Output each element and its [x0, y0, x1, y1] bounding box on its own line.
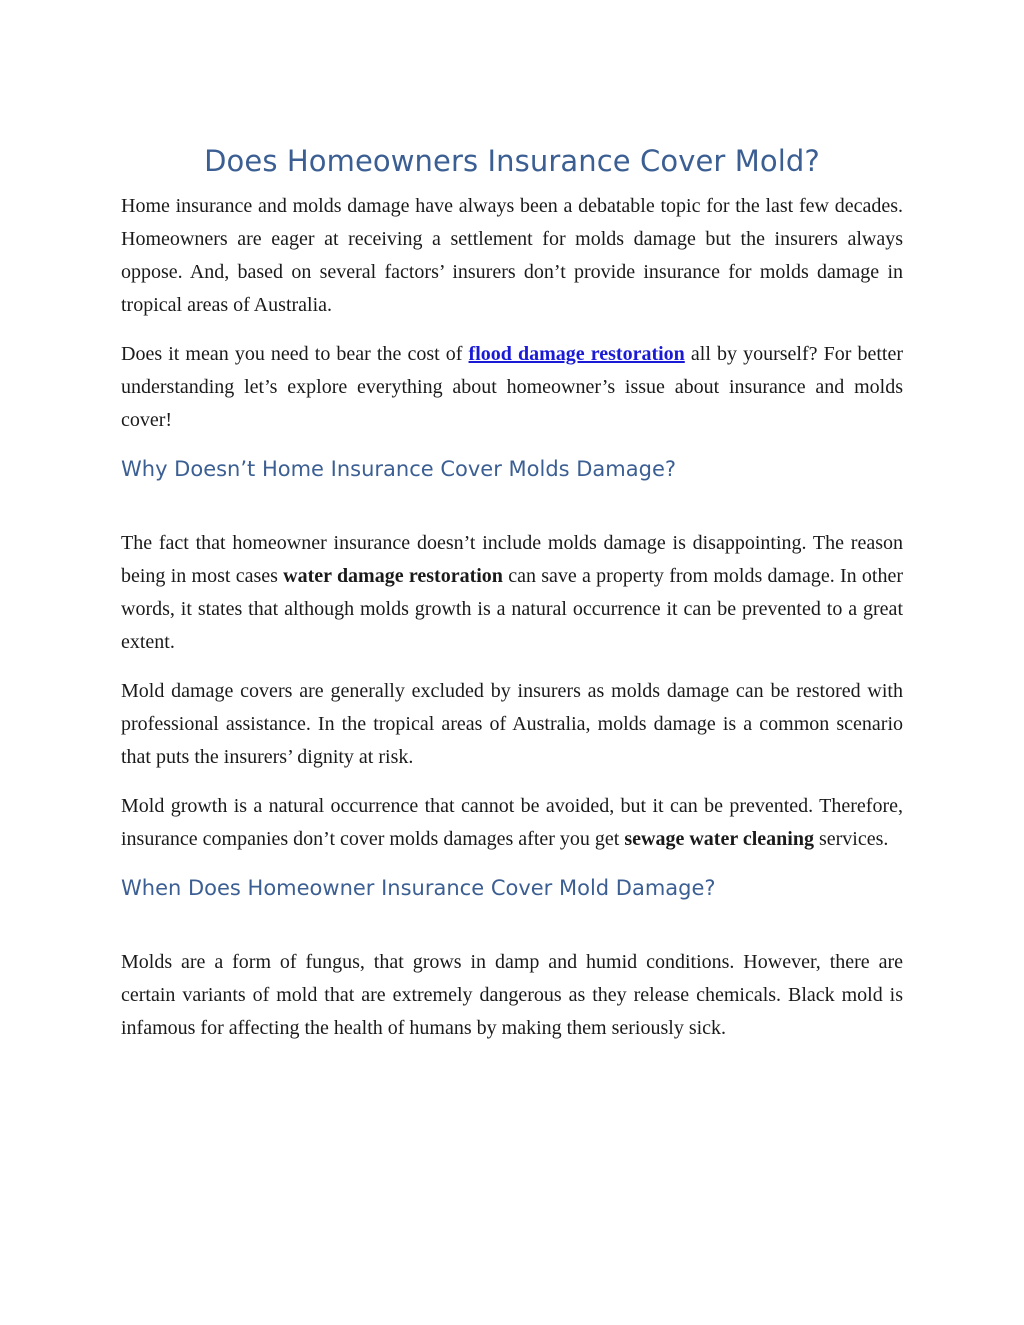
- intro-paragraph-2-text-after: all by yourself? For better understanding let’s explore everything about homeowner’s issue about insurance and molds cover!: [121, 343, 903, 431]
- water-damage-restoration-bold: water damage restoration: [283, 565, 503, 587]
- sewage-water-cleaning-bold: sewage water cleaning: [624, 828, 814, 850]
- heading-spacer: [121, 904, 903, 946]
- section1-paragraph-3-text-before: Mold growth is a natural occurrence that cannot be avoided, but it can be prevented. Therefore, insurance companies don’t cover molds damages after you get: [121, 795, 903, 850]
- section1-paragraph-3: [121, 790, 903, 856]
- section-heading-why-not-covered: Why Doesn’t Home Insurance Cover Molds Damage?: [121, 457, 677, 481]
- section1-paragraph-2: Mold damage covers are generally excluded by insurers as molds damage can be restored with professional assistance. In the tropical areas of Australia, molds damage is a common scenario that puts the insurers’ dignity at risk.: [121, 680, 903, 768]
- intro-paragraph-2-text-before: Does it mean you need to bear the cost of: [121, 343, 469, 365]
- intro-paragraph-1: Home insurance and molds damage have always been a debatable topic for the last few decades. Homeowners are eager at receiving a settlement for molds damage but the insurers always oppose. And, based on several factors’ insurers don’t provide insurance for molds damage in tropical areas of Australia.: [121, 195, 903, 316]
- heading-spacer: [121, 485, 903, 527]
- section1-paragraph-3-text-after: services.: [813, 828, 889, 850]
- section2-paragraph-1: Molds are a form of fungus, that grows in damp and humid conditions. However, there are certain variants of mold that are extremely dangerous as they release chemicals. Black mold is infamous for affecting the health of humans by making them seriously sick.: [121, 951, 903, 1039]
- page-title: Does Homeowners Insurance Cover Mold?: [204, 144, 820, 178]
- section1-paragraph-1: [121, 527, 903, 659]
- section-heading-when-covered: When Does Homeowner Insurance Cover Mold Damage?: [121, 876, 716, 900]
- flood-damage-restoration-link[interactable]: flood damage restoration: [468, 343, 685, 365]
- intro-paragraph-2: [121, 338, 903, 437]
- document-page: [121, 138, 903, 1061]
- section1-paragraph-1-text-after: can save a property from molds damage. In other words, it states that although molds growth is a natural occurrence it can be prevented to a great extent.: [121, 565, 903, 653]
- section1-paragraph-1-text-before: The fact that homeowner insurance doesn’t include molds damage is disappointing. The reason being in most cases: [121, 532, 903, 587]
